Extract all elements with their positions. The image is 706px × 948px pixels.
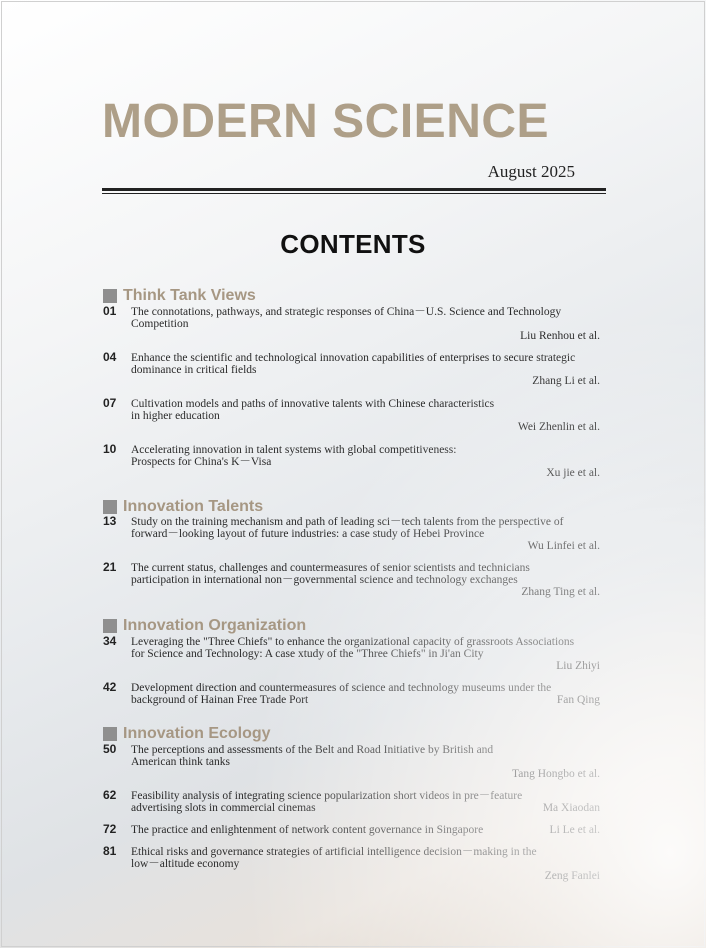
entry-author: Zhang Li et al. [532, 375, 600, 387]
section-heading-innovation-ecology [103, 725, 271, 743]
entry-title: Cultivation models and paths of innovative talents with Chinese characteristics in higher education [131, 398, 495, 422]
entry-page-number: 81 [103, 844, 117, 858]
section-heading-label: Think Tank Views [123, 287, 256, 304]
entry-author: Liu Renhou et al. [520, 330, 600, 342]
entry-author: Zeng Fanlei [544, 870, 600, 882]
entry-author: Wu Linfei et al. [527, 540, 600, 552]
entry-page-number: 13 [103, 514, 117, 528]
contents-title: CONTENTS [280, 229, 426, 259]
entry-title: Accelerating innovation in talent systems with global competitiveness: Prospects for China's K－Visa [131, 444, 457, 468]
section-heading-label: Innovation Talents [123, 498, 264, 515]
entry-title: The perceptions and assessments of the Belt and Road Initiative by British and American think tanks [131, 744, 494, 768]
section-square-icon [103, 727, 117, 741]
section-heading-label: Innovation Ecology [123, 725, 271, 742]
entry-page-number: 10 [103, 442, 117, 456]
entry-page-number: 62 [103, 788, 117, 802]
entry-title: The practice and enlightenment of network content governance in Singapore [131, 824, 484, 836]
entry-title: Leveraging the "Three Chiefs" to enhance the organizational capacity of grassroots Associations for Science and Technology: A case xtudy of the "Three Chiefs" in Ji'an City [131, 636, 575, 660]
entry-author: Zhang Ting et al. [521, 586, 600, 598]
entry-page-number: 21 [103, 560, 117, 574]
entry-author: Liu Zhiyi [556, 660, 600, 672]
entry-title: Development direction and countermeasures of science and technology museums under the background of Hainan Free Trade Port [131, 682, 552, 706]
entry-page-number: 42 [103, 680, 117, 694]
entry-title: Enhance the scientific and technological innovation capabilities of enterprises to secure strategic dominance in critical fields [131, 352, 576, 376]
section-heading-innovation-talents [103, 498, 263, 516]
entry-author: Xu jie et al. [546, 467, 600, 479]
issue-date: August 2025 [487, 162, 575, 181]
entry-author: Li Le et al. [549, 824, 600, 836]
section-square-icon [103, 500, 117, 514]
entry-page-number: 72 [103, 822, 117, 836]
entry-title: The connotations, pathways, and strategic responses of China－U.S. Science and Technology Competition [131, 306, 562, 330]
entry-page-number: 07 [103, 396, 117, 410]
header-rule-thin [102, 193, 606, 194]
entry-author: Tang Hongbo et al. [512, 768, 600, 780]
entry-page-number: 04 [103, 350, 117, 364]
entry-author: Wei Zhenlin et al. [517, 421, 600, 433]
entry-title: Ethical risks and governance strategies of artificial intelligence decision－making in the low－altitude economy [131, 846, 537, 870]
entry-title: The current status, challenges and countermeasures of senior scientists and technicians participation in international non－governmental science and technology exchanges [131, 562, 530, 586]
entry-page-number: 01 [103, 304, 117, 318]
entry-author: Ma Xiaodan [542, 802, 600, 814]
entry-page-number: 50 [103, 742, 117, 756]
section-square-icon [103, 289, 117, 303]
section-heading-think-tank-views [103, 287, 256, 305]
header-rule-thick [102, 188, 606, 191]
section-heading-label: Innovation Organization [123, 617, 307, 634]
entry-title: Study on the training mechanism and path of leading sci－tech talents from the perspective of forward－looking layout of future industries: a case study of Hebei Province [131, 516, 564, 540]
entry-author: Fan Qing [556, 694, 600, 706]
section-heading-innovation-organization [103, 617, 306, 635]
entry-page-number: 34 [103, 634, 117, 648]
journal-masthead: MODERN SCIENCE [102, 95, 550, 148]
section-square-icon [103, 619, 117, 633]
entry-title: Feasibility analysis of integrating science popularization short videos in pre－feature advertising slots in commercial cinemas [131, 790, 523, 814]
